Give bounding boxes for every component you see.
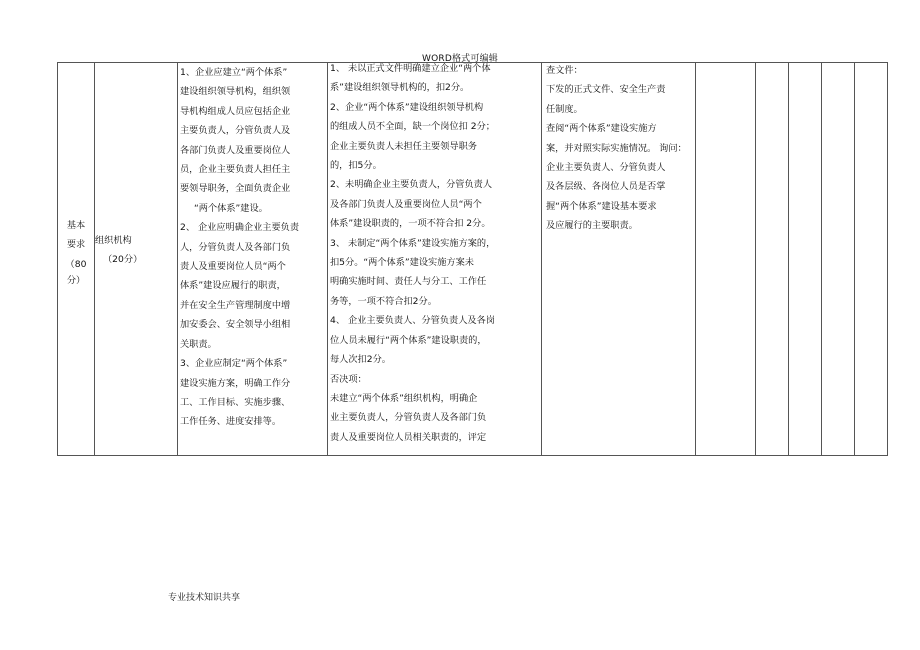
category-cell — [58, 63, 95, 456]
requirement-line: 各部门负责人及重要岗位人 — [180, 144, 291, 156]
item-cell — [95, 63, 178, 456]
scoring-line: 否决项： — [330, 373, 367, 385]
scoring-line: 未建立“两个体系”组织机构，明确企 — [330, 392, 478, 404]
requirement-line: 要领导职务，全面负责企业 — [180, 183, 291, 195]
scoring-line: 每人次扣2分。 — [330, 354, 391, 366]
scoring-line: 2、企业“两个体系”建设组织领导机构 — [330, 101, 484, 113]
scoring-line: 扣5分。“两个体系”建设实施方案未 — [330, 257, 474, 269]
scoring-line: 的组成人员不全面，缺一个岗位扣 2分； — [330, 121, 495, 133]
scoring-line: 1、 未以正式文件明确建立企业“两个体 — [330, 63, 491, 74]
blank-cell — [756, 63, 789, 456]
standard-table — [57, 62, 888, 456]
method-line: 案，并对照实际实施情况。 询问： — [546, 142, 687, 154]
requirement-line: 体系”建设应履行的职责， — [180, 280, 286, 292]
requirement-line: 责人及重要岗位人员“两个 — [180, 261, 286, 273]
requirement-line: 并在安全生产管理制度中增 — [180, 299, 291, 311]
blank-cell — [696, 63, 756, 456]
requirement-line: 导机构组成人员应包括企业 — [180, 105, 291, 117]
method-line: 握“两个体系”建设基本要求 — [546, 200, 657, 212]
requirement-line: 关职责。 — [180, 338, 217, 350]
category-line: 基本 — [66, 220, 86, 231]
page-header: WORD格式可编辑 — [422, 54, 498, 64]
scoring-line: 及各部门负责人及重要岗位人员“两个 — [330, 198, 482, 210]
requirement-line: 人，分管负责人及各部门负 — [180, 241, 291, 253]
requirements-cell — [178, 63, 328, 456]
scoring-line: 业主要负责人，分管负责人及各部门负 — [330, 412, 487, 424]
scoring-line: 3、 未制定“两个体系”建设实施方案的， — [330, 237, 496, 249]
method-line: 查阅“两个体系”建设实施方 — [546, 123, 657, 135]
method-line: 下发的正式文件、安全生产责 — [546, 84, 666, 96]
item-score: （20分） — [103, 254, 143, 266]
blank-cell — [855, 63, 888, 456]
requirement-line: 工、工作目标、实施步骤、 — [180, 396, 291, 408]
method-line: 查文件： — [546, 65, 583, 76]
scoring-line: 体系”建设职责的，一项不符合扣 2分。 — [330, 218, 491, 230]
scoring-line: 系”建设组织领导机构的，扣2分。 — [330, 82, 470, 94]
requirement-line: 2、 企业应明确企业主要负责 — [180, 222, 300, 234]
table-row — [58, 63, 888, 456]
scoring-line: 责人及重要岗位人员相关职责的，评定 — [330, 431, 487, 443]
method-line: 及各层级、各岗位人员是否掌 — [546, 181, 666, 193]
method-line: 企业主要负责人、分管负责人 — [546, 162, 666, 174]
scoring-line: 2、未明确企业主要负责人，分管负责人 — [330, 179, 493, 191]
category-line: （80 — [65, 258, 87, 270]
page-footer: 专业技术知识共享 — [168, 593, 241, 603]
scoring-line: 4、 企业主要负责人、分管负责人及各岗 — [330, 315, 495, 327]
item-name: 组织机构 — [95, 235, 132, 246]
requirement-line: 工作任务、进度安排等。 — [180, 416, 282, 428]
scoring-line: 明确实施时间、责任人与分工、工作任 — [330, 276, 487, 288]
blank-cell — [789, 63, 822, 456]
scoring-cell — [328, 63, 542, 456]
requirement-line: 3、企业应制定“两个体系” — [180, 358, 288, 370]
scoring-line: 企业主要负责人未担任主要领导职务 — [330, 140, 477, 152]
requirement-line: 1、企业应建立“两个体系” — [180, 67, 288, 78]
scoring-line: 位人员未履行“两个体系”建设职责的， — [330, 334, 487, 346]
method-line: 任制度。 — [546, 103, 583, 115]
scoring-line: 务等，一项不符合扣2分。 — [330, 295, 437, 307]
method-line: 及应履行的主要职责。 — [546, 220, 638, 232]
category-line: 分） — [66, 275, 86, 287]
requirement-line: 主要负责人，分管负责人及 — [180, 125, 291, 137]
method-cell — [542, 63, 696, 456]
blank-cell — [822, 63, 855, 456]
requirement-line: “两个体系”建设。 — [194, 202, 268, 214]
requirement-line: 加安委会、安全领导小组相 — [180, 319, 291, 331]
requirement-line: 员，企业主要负责人担任主 — [180, 164, 291, 176]
category-line: 要求 — [66, 239, 86, 251]
requirement-line: 建设组织领导机构，组织领 — [180, 86, 291, 98]
scoring-line: 的，扣5分。 — [330, 160, 382, 172]
requirement-line: 建设实施方案，明确工作分 — [180, 377, 291, 389]
